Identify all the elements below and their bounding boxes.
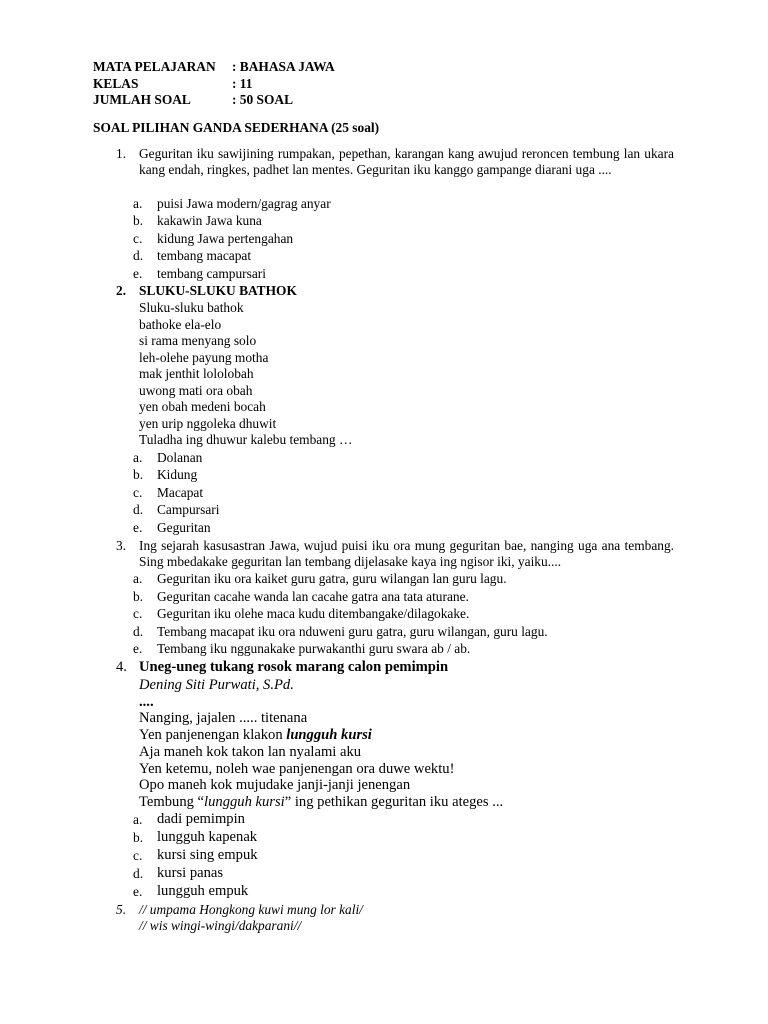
poem-line: Nanging, jajalen ..... titenana — [139, 710, 308, 726]
question-text: Geguritan iku sawijining rumpakan, pepethan, karangan kang awujud reroncen tembung lan ukara kang endah, ringkes, padhet lan mentes. Geguritan iku kanggo gampange diarani uga .... — [139, 146, 674, 178]
option-letter: e. — [133, 884, 143, 899]
poem-line: si rama menyang solo — [139, 333, 257, 348]
option-text: Tembang iku nggunakake purwakanthi guru swara ab / ab. — [157, 641, 471, 656]
option-text: Macapat — [157, 485, 204, 500]
option-letter: e. — [133, 641, 143, 656]
option-letter: b. — [133, 467, 144, 482]
option-text: tembang campursari — [157, 266, 266, 281]
header-value: : 11 — [232, 75, 253, 91]
header-label: KELAS — [93, 75, 139, 91]
question-number: 5. — [116, 902, 127, 917]
option-text: kidung Jawa pertengahan — [157, 231, 294, 246]
option-text: kursi panas — [157, 865, 224, 881]
option-letter: c. — [133, 848, 143, 863]
option-text: kursi sing empuk — [157, 847, 258, 863]
option-text: Geguritan cacahe wanda lan cacahe gatra ana tata aturane. — [157, 589, 469, 604]
option-text: tembang macapat — [157, 248, 252, 263]
option-text: Kidung — [157, 467, 198, 482]
poem-line: yen urip nggoleka dhuwit — [139, 416, 277, 431]
option-text: Geguritan iku ora kaiket guru gatra, guru wilangan lan guru lagu. — [157, 571, 507, 586]
poem-line: Aja maneh kok takon lan nyalami aku — [139, 744, 362, 760]
option-text: Tembang macapat iku ora nduweni guru gatra, guru wilangan, guru lagu. — [157, 624, 548, 639]
header-label: JUMLAH SOAL — [93, 92, 191, 107]
poem-line: Sluku-sluku bathok — [139, 300, 244, 315]
header-row-count — [93, 92, 335, 109]
poem-line: leh-olehe payung motha — [139, 350, 269, 365]
option-letter: a. — [133, 450, 143, 465]
question-number: 1. — [116, 146, 127, 161]
option-text: dadi pemimpin — [157, 811, 245, 827]
poem-line: Opo maneh kok mujudake janji-janji jenengan — [139, 777, 411, 793]
poem-author: Dening Siti Purwati, S.Pd. — [139, 677, 294, 693]
header-value: : BAHASA JAWA — [232, 59, 335, 74]
poem-line — [139, 727, 372, 744]
option-letter: e. — [133, 266, 143, 281]
poem-line: mak jenthit lololobah — [139, 366, 254, 381]
section-title: SOAL PILIHAN GANDA SEDERHANA (25 soal) — [93, 120, 380, 135]
header-row-class — [93, 76, 335, 93]
option-letter: c. — [133, 485, 143, 500]
option-text: puisi Jawa modern/gagrag anyar — [157, 196, 331, 211]
option-text: lungguh kapenak — [157, 829, 258, 845]
option-letter: d. — [133, 502, 144, 517]
option-text: Campursari — [157, 502, 220, 517]
poem-ellipsis: .... — [139, 694, 154, 710]
option-letter: b. — [133, 213, 144, 228]
poem-title: Uneg-uneg tukang rosok marang calon pemimpin — [139, 659, 449, 675]
poem-line: uwong mati ora obah — [139, 383, 253, 398]
option-letter: c. — [133, 606, 143, 621]
option-letter: c. — [133, 231, 143, 246]
option-text: Dolanan — [157, 450, 203, 465]
question-number: 4. — [116, 659, 127, 675]
option-letter: e. — [133, 520, 143, 535]
poem-line: // wis wingi-wingi/dakparani// — [139, 918, 302, 933]
question-text: Ing sejarah kasusastran Jawa, wujud puisi iku ora mung geguritan bae, nanging uga ana tembang. Sing mbedakake geguritan lan tembang dijelasake kaya ing ngisor iki, yaiku.... — [139, 538, 674, 570]
option-text: lungguh empuk — [157, 883, 249, 899]
prompt-text: Tembung “ — [139, 794, 205, 810]
option-text: Geguritan — [157, 520, 211, 535]
poem-line-text: Yen panjenengan klakon — [139, 727, 287, 743]
option-text: Geguritan iku olehe maca kudu ditembangake/dilagokake. — [157, 606, 470, 621]
document-header — [93, 59, 335, 109]
question-prompt: Tuladha ing dhuwur kalebu tembang … — [139, 432, 353, 447]
option-letter: d. — [133, 866, 144, 881]
poem-line: yen obah medeni bocah — [139, 399, 266, 414]
poem-line: bathoke ela-elo — [139, 317, 222, 332]
header-row-subject — [93, 59, 335, 76]
option-letter: b. — [133, 589, 144, 604]
option-letter: a. — [133, 196, 143, 211]
prompt-emphasis: lungguh kursi — [204, 794, 285, 810]
header-value: : 50 SOAL — [232, 92, 294, 107]
option-letter: d. — [133, 248, 144, 263]
option-letter: a. — [133, 571, 143, 586]
header-label: MATA PELAJARAN — [93, 59, 216, 74]
option-letter: b. — [133, 830, 144, 845]
option-letter: d. — [133, 624, 144, 639]
poem-line: Yen ketemu, noleh wae panjenengan ora duwe wektu! — [139, 761, 455, 777]
question-prompt — [139, 794, 503, 811]
question-number: 2. — [116, 283, 127, 298]
question-number: 3. — [116, 538, 127, 553]
prompt-text: ” ing pethikan geguritan iku ateges ... — [284, 794, 504, 810]
poem-title: SLUKU-SLUKU BATHOK — [139, 283, 297, 298]
poem-line: // umpama Hongkong kuwi mung lor kali/ — [139, 902, 363, 917]
option-text: kakawin Jawa kuna — [157, 213, 262, 228]
option-letter: a. — [133, 812, 143, 827]
poem-emphasis: lungguh kursi — [286, 727, 372, 743]
